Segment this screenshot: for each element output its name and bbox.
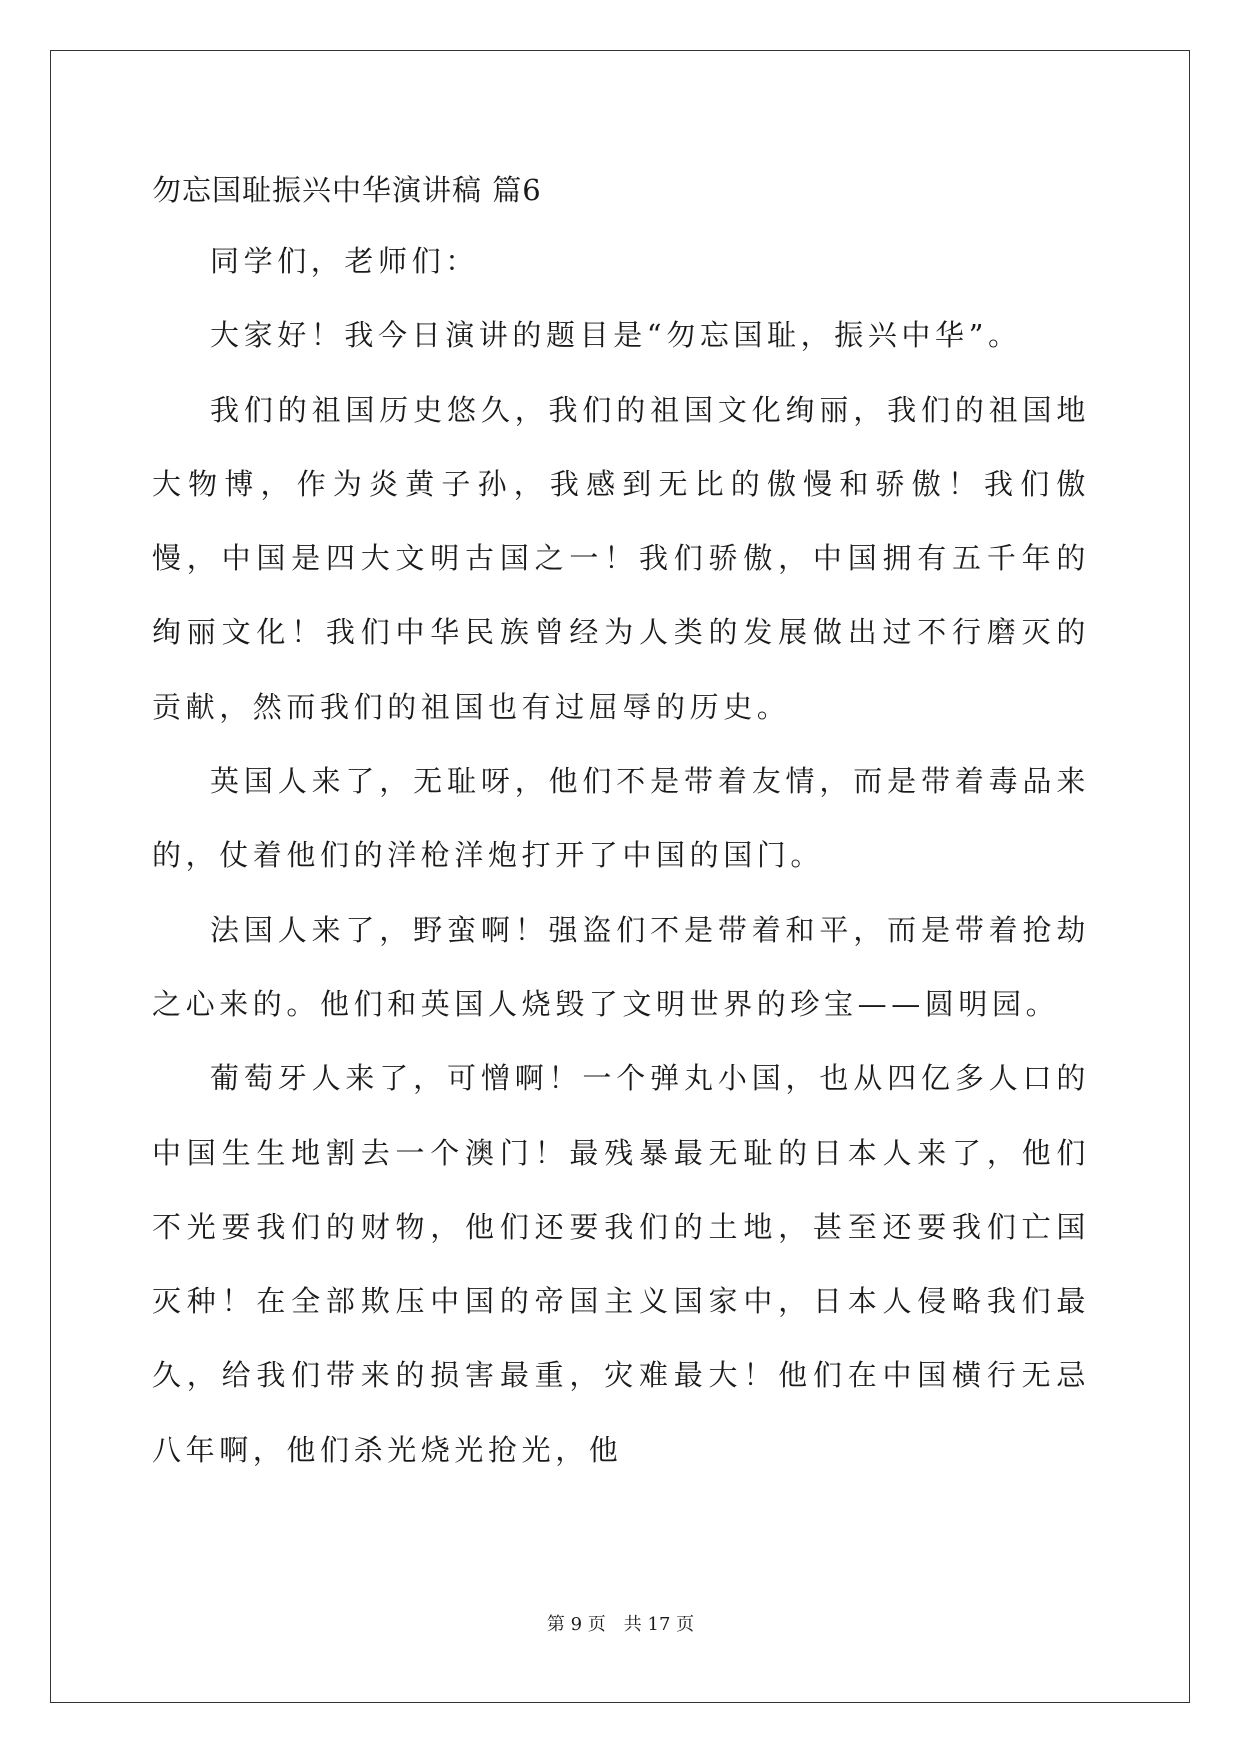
page-number: 第 9 页 [546,1614,606,1635]
page-total: 共 17 页 [623,1614,695,1635]
paragraph-britain: 英国人来了，无耻呀，他们不是带着友情，而是带着毒品来的，仗着他们的洋枪洋炮打开了中国的国门。 [152,764,1090,873]
paragraph-greeting: 同学们，老师们： [210,244,479,278]
document-body [152,224,1090,1487]
paragraph-portugal-japan: 葡萄牙人来了，可憎啊！一个弹丸小国，也从四亿多人口的中国生生地割去一个澳门！最残暴最无耻的日本人来了，他们不光要我们的财物，他们还要我们的土地，甚至还要我们亡国灭种！在全部欺压中国的帝国主义国家中，日本人侵略我们最久，给我们带来的损害最重，灾难最大！他们在中国横行无忌八年啊，他们杀光烧光抢光，他 [152,1061,1090,1467]
page-footer [0,1613,1241,1637]
paragraph-intro: 大家好！我今日演讲的题目是“勿忘国耻，振兴中华”。 [210,318,1022,353]
paragraph-history: 我们的祖国历史悠久，我们的祖国文化绚丽，我们的祖国地大物博，作为炎黄子孙，我感到无比的傲慢和骄傲！我们傲慢，中国是四大文明古国之一！我们骄傲，中国拥有五千年的绚丽文化！我们中华民族曾经为人类的发展做出过不行磨灭的贡献，然而我们的祖国也有过屈辱的历史。 [152,392,1090,724]
paragraph-france: 法国人来了，野蛮啊！强盗们不是带着和平，而是带着抢劫之心来的。他们和英国人烧毁了文明世界的珍宝——圆明园。 [152,912,1090,1021]
document-title: 勿忘国耻振兴中华演讲稿 篇6 [152,173,542,207]
